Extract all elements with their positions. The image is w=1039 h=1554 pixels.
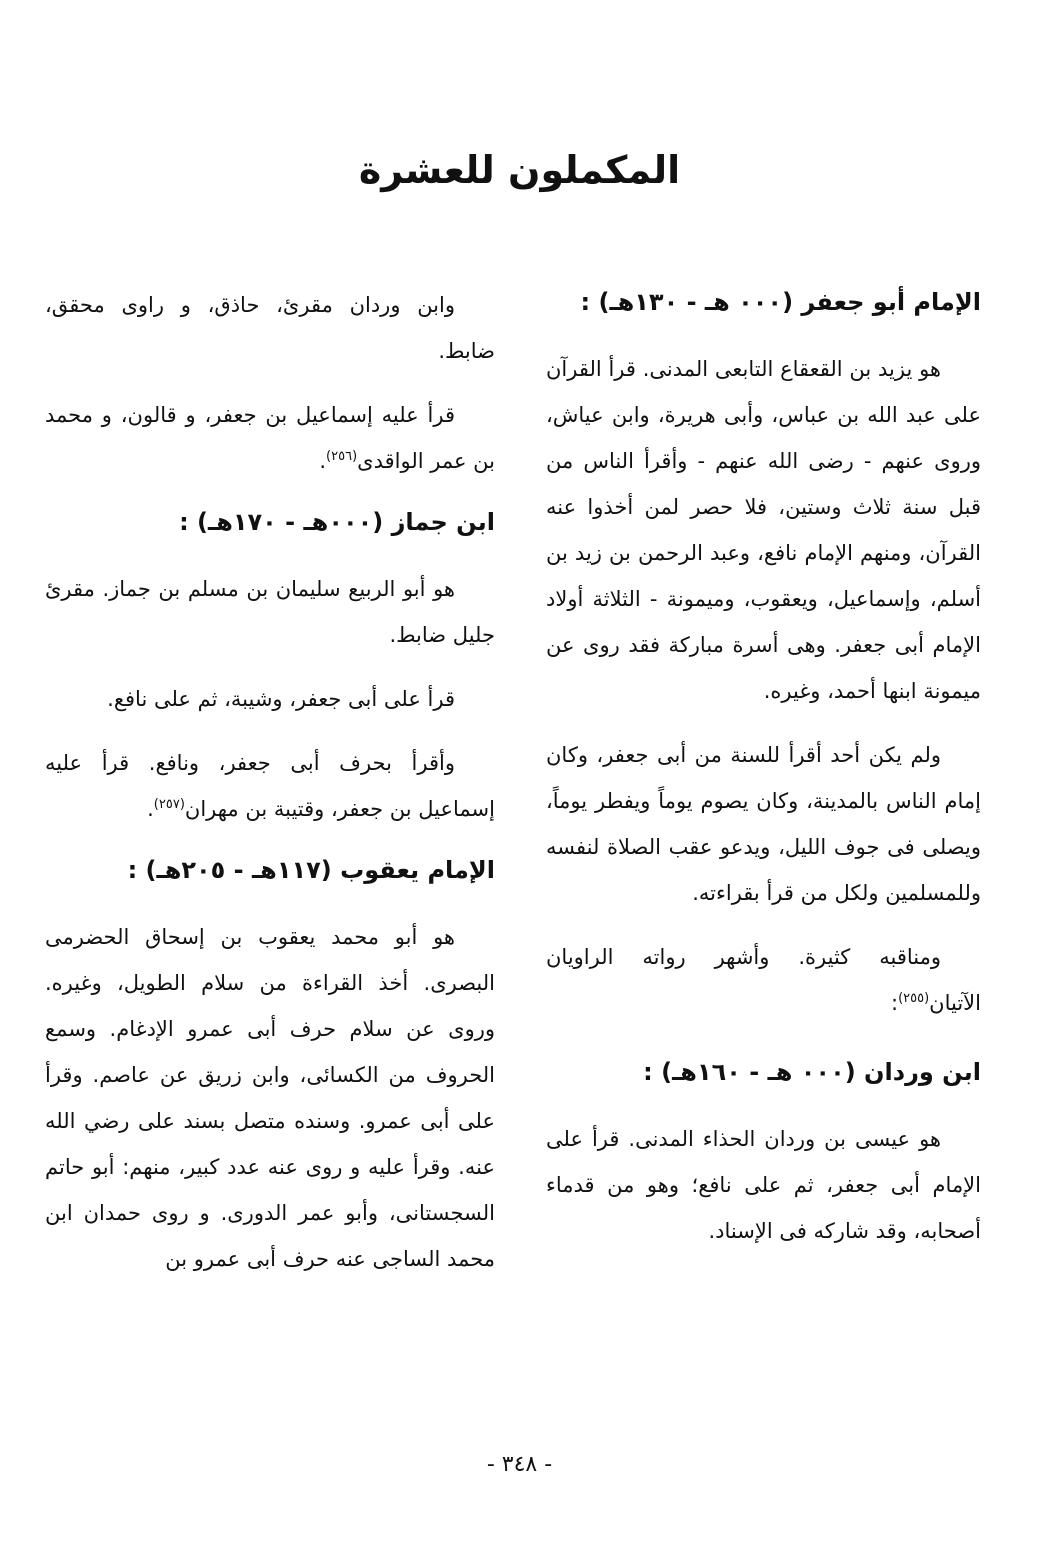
paragraph-end: . bbox=[147, 797, 154, 821]
section-heading-yaqub: الإمام يعقوب (١١٧هـ - ٢٠٥هـ) : bbox=[127, 856, 495, 884]
paragraph-text: ومناقبه كثيرة. وأشهر رواته الراويان الآتيان bbox=[546, 945, 981, 1015]
paragraph: وابن وردان مقرئ، حاذق، و راوى محقق، ضابط. bbox=[45, 293, 495, 363]
paragraph-text: وأقرأ بحرف أبى جعفر، ونافع. قرأ عليه إسماعيل بن جعفر، وقتيبة بن مهران bbox=[45, 751, 495, 821]
footnote-reference: (٢٥٥) bbox=[898, 991, 930, 1006]
paragraph bbox=[45, 740, 495, 832]
page-title: المكملون للعشرة bbox=[358, 148, 681, 192]
paragraph: هو أبو الربيع سليمان بن مسلم بن جماز. مقرئ جليل ضابط. bbox=[45, 577, 495, 647]
paragraph: هو عيسى بن وردان الحذاء المدنى. قرأ على الإمام أبى جعفر، ثم على نافع؛ وهو من قدماء أصحابه، وقد شاركه فى الإسناد. bbox=[546, 1127, 981, 1243]
section-heading-ibn-jammaz: ابن جماز (٠٠٠هـ - ١٧٠هـ) : bbox=[179, 508, 495, 536]
footnote-reference: (٢٥٦) bbox=[326, 449, 358, 464]
right-column bbox=[546, 282, 981, 1272]
paragraph-end: : bbox=[890, 991, 899, 1015]
left-column bbox=[45, 282, 495, 1300]
paragraph bbox=[45, 392, 495, 484]
section-heading-abu-jafar: الإمام أبو جعفر (٠٠٠ هـ - ١٣٠هـ) : bbox=[580, 288, 981, 316]
section-heading-ibn-wardan: ابن وردان (٠٠٠ هـ - ١٦٠هـ) : bbox=[643, 1058, 981, 1086]
paragraph: هو يزيد بن القعقاع التابعى المدنى. قرأ القرآن على عبد الله بن عباس، وأبى هريرة، وابن عياش، وروى عنهم - رضى الله عنهم - وأقرأ الناس من قبل سنة ثلاث وستين، فلا حصر لمن أخذوا عنه القرآن، ومنهم الإمام نافع، وعبد الرحمن بن زيد بن أسلم، وإسماعيل، ويعقوب، وميمونة - الثلاثة أولاد الإمام أبى جعفر. وهى أسرة مباركة فقد روى عن ميمونة ابنها أحمد، وغيره. bbox=[546, 357, 981, 703]
page-number: - ٣٤٨ - bbox=[486, 1452, 553, 1477]
paragraph bbox=[546, 934, 981, 1026]
paragraph: هو أبو محمد يعقوب بن إسحاق الحضرمى البصرى. أخذ القراءة من سلام الطويل، وغيره. وروى عن سلام حرف أبى عمرو الإدغام. وسمع الحروف من الكسائى، وابن زريق عن عاصم. وقرأ على أبى عمرو. وسنده متصل بسند على رضي الله عنه. وقرأ عليه و روى عنه عدد كبير، منهم: أبو حاتم السجستانى، وأبو عمر الدورى. و روى حمدان ابن محمد الساجى عنه حرف أبى عمرو بن bbox=[45, 925, 495, 1271]
paragraph: قرأ على أبى جعفر، وشيبة، ثم على نافع. bbox=[107, 687, 455, 711]
paragraph: ولم يكن أحد أقرأ للسنة من أبى جعفر، وكان إمام الناس بالمدينة، وكان يصوم يوماً ويفطر يوماً، ويصلى فى جوف الليل، ويدعو عقب الصلاة لنفسه وللمسلمين ولكل من قرأ بقراءته. bbox=[546, 743, 981, 905]
footnote-reference: (٢٥٧) bbox=[153, 797, 185, 812]
paragraph-end: . bbox=[319, 449, 327, 473]
paragraph-text: قرأ عليه إسماعيل بن جعفر، و قالون، و محمد بن عمر الواقدى bbox=[45, 403, 495, 473]
